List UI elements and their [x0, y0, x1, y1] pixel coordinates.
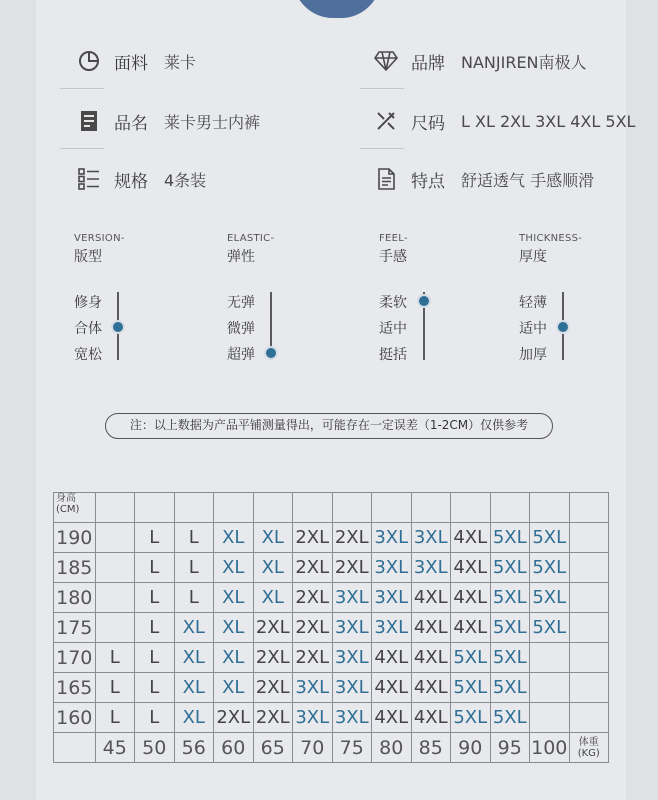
scale-level-label: 微弹	[227, 321, 255, 337]
size-cell: 3XL	[293, 703, 333, 733]
size-cell: 4XL	[411, 673, 451, 703]
size-cell: XL	[214, 583, 254, 613]
spec-size-label: 尺码	[411, 113, 445, 134]
size-cell: XL	[174, 703, 214, 733]
table-cell	[54, 733, 96, 763]
scale-version	[74, 233, 125, 266]
scale-level-label: 挺括	[379, 347, 407, 363]
size-cell: 3XL	[372, 583, 412, 613]
document-icon	[76, 108, 102, 134]
scale-cn: 手感	[379, 249, 407, 265]
scale-thickness	[519, 233, 582, 266]
weight-cell: 85	[411, 733, 451, 763]
size-cell: 4XL	[411, 643, 451, 673]
spec-name	[76, 108, 260, 134]
divider	[60, 148, 104, 149]
size-cell: 3XL	[332, 673, 372, 703]
table-cell	[135, 493, 175, 523]
table-cell	[451, 493, 491, 523]
table-row	[54, 613, 609, 643]
scale-level-label: 合体	[74, 321, 102, 337]
size-cell: XL	[214, 553, 254, 583]
size-cell: 2XL	[332, 553, 372, 583]
size-chart-table	[53, 492, 609, 763]
size-cell: 4XL	[411, 583, 451, 613]
spec-feature-label: 特点	[411, 171, 445, 192]
scale-elastic	[227, 233, 274, 266]
height-cell: 185	[54, 553, 96, 583]
spec-brand	[373, 48, 587, 74]
spec-spec-label: 规格	[114, 171, 148, 192]
weight-header-unit: (KG)	[577, 747, 600, 759]
size-cell: 3XL	[332, 703, 372, 733]
size-cell: 2XL	[253, 643, 293, 673]
table-cell	[95, 493, 135, 523]
scale-level-label: 加厚	[519, 347, 547, 363]
size-cell: L	[135, 643, 175, 673]
size-cell	[95, 613, 135, 643]
table-cell	[293, 493, 333, 523]
table-row	[54, 583, 609, 613]
size-cell	[95, 583, 135, 613]
size-cell: L	[135, 673, 175, 703]
table-row	[54, 643, 609, 673]
size-cell	[530, 673, 570, 703]
size-cell: 5XL	[490, 523, 530, 553]
divider	[60, 88, 104, 89]
scale-level-label: 超弹	[227, 347, 255, 363]
size-cell: 4XL	[451, 613, 491, 643]
size-cell: 4XL	[411, 703, 451, 733]
table-cell	[174, 493, 214, 523]
size-cell: 5XL	[451, 673, 491, 703]
size-cell	[569, 583, 609, 613]
size-cell	[569, 613, 609, 643]
table-row	[54, 673, 609, 703]
scale-cn: 版型	[74, 249, 102, 265]
size-cell: XL	[214, 613, 254, 643]
size-cell: L	[174, 553, 214, 583]
size-cell: 5XL	[490, 673, 530, 703]
size-cell: 2XL	[293, 523, 333, 553]
weight-header-label: 体重	[578, 736, 599, 748]
size-cell	[95, 553, 135, 583]
weight-cell: 100	[530, 733, 570, 763]
scale-cn: 厚度	[519, 249, 547, 265]
spec-spec-value: 4条装	[164, 170, 207, 190]
height-cell: 165	[54, 673, 96, 703]
size-cell: 5XL	[530, 523, 570, 553]
size-cell: 5XL	[490, 703, 530, 733]
size-cell: 2XL	[253, 703, 293, 733]
table-cell	[411, 493, 451, 523]
table-cell	[530, 493, 570, 523]
size-cell: L	[135, 703, 175, 733]
size-cell: 5XL	[530, 583, 570, 613]
size-cell: 5XL	[530, 613, 570, 643]
size-cell: XL	[214, 643, 254, 673]
size-cell: XL	[214, 673, 254, 703]
size-cell	[569, 703, 609, 733]
size-cell: 5XL	[490, 643, 530, 673]
size-cell: L	[135, 613, 175, 643]
size-cell: 3XL	[372, 613, 412, 643]
size-cell: L	[135, 553, 175, 583]
table-header-row	[54, 493, 609, 523]
weight-cell: 95	[490, 733, 530, 763]
size-cell: 3XL	[293, 673, 333, 703]
size-cell: 5XL	[451, 703, 491, 733]
scale-level-label: 适中	[519, 321, 547, 337]
size-cell: 4XL	[451, 523, 491, 553]
spec-fabric-value: 莱卡	[164, 52, 197, 72]
size-cell: XL	[174, 613, 214, 643]
size-cell: L	[135, 523, 175, 553]
size-cell: L	[95, 673, 135, 703]
weight-row	[54, 733, 609, 763]
table-row	[54, 703, 609, 733]
scale-level-label: 柔软	[379, 295, 407, 311]
table-cell	[332, 493, 372, 523]
size-cell: 5XL	[490, 613, 530, 643]
spec-fabric-label: 面料	[114, 53, 148, 74]
size-cell: L	[174, 523, 214, 553]
spec-name-value: 莱卡男士内裤	[164, 112, 261, 132]
scale-level-label: 宽松	[74, 347, 102, 363]
size-cell: XL	[253, 523, 293, 553]
table-row	[54, 523, 609, 553]
size-cell	[95, 523, 135, 553]
scale-feel	[379, 233, 408, 266]
size-cell: 2XL	[253, 673, 293, 703]
size-cell	[569, 553, 609, 583]
size-cell	[569, 523, 609, 553]
size-cell: 2XL	[214, 703, 254, 733]
scale-level-label: 修身	[74, 295, 102, 311]
size-cell: 3XL	[372, 523, 412, 553]
size-cell: L	[95, 703, 135, 733]
spec-size	[373, 108, 635, 134]
file-text-icon	[373, 166, 399, 192]
size-cell	[569, 643, 609, 673]
height-cell: 170	[54, 643, 96, 673]
size-cell: 4XL	[451, 553, 491, 583]
size-cell: 4XL	[451, 583, 491, 613]
size-cell: 5XL	[530, 553, 570, 583]
size-cell: 3XL	[372, 553, 412, 583]
spec-fabric	[76, 48, 196, 74]
measurement-note: 注：以上数据为产品平铺测量得出，可能存在一定误差（1-2CM）仅供参考	[105, 413, 553, 439]
weight-cell: 56	[174, 733, 214, 763]
scale-en: THICKNESS-	[519, 233, 583, 244]
table-cell	[253, 493, 293, 523]
scale-level-label: 轻薄	[519, 295, 547, 311]
table-cell	[214, 493, 254, 523]
size-cell: 4XL	[372, 703, 412, 733]
size-cell: 2XL	[293, 553, 333, 583]
size-cell: XL	[253, 583, 293, 613]
size-cell: XL	[174, 643, 214, 673]
size-cell: 3XL	[332, 583, 372, 613]
table-cell	[569, 493, 609, 523]
size-cell: L	[174, 583, 214, 613]
height-header-cell	[54, 493, 96, 523]
diamond-icon	[373, 48, 399, 74]
scale-cn: 弹性	[227, 249, 255, 265]
size-cell: L	[95, 643, 135, 673]
scale-en: VERSION-	[74, 233, 125, 244]
table-cell	[490, 493, 530, 523]
size-cell: 3XL	[332, 643, 372, 673]
size-cell: 2XL	[293, 613, 333, 643]
height-cell: 160	[54, 703, 96, 733]
divider	[360, 148, 404, 149]
weight-cell: 90	[451, 733, 491, 763]
scale-en: FEEL-	[379, 233, 408, 244]
size-cell: XL	[214, 523, 254, 553]
scale-indicator-dot	[264, 346, 278, 360]
size-cell: L	[135, 583, 175, 613]
spec-brand-value: NANJIREN南极人	[461, 52, 587, 72]
pie-chart-icon	[76, 48, 102, 74]
weight-cell: 45	[95, 733, 135, 763]
size-cell	[569, 673, 609, 703]
size-cell: 4XL	[372, 643, 412, 673]
height-cell: 175	[54, 613, 96, 643]
height-cell: 190	[54, 523, 96, 553]
weight-cell: 50	[135, 733, 175, 763]
scale-indicator-dot	[556, 320, 570, 334]
size-cell: 4XL	[372, 673, 412, 703]
spec-name-label: 品名	[114, 113, 148, 134]
scale-indicator-dot	[417, 294, 431, 308]
size-cell: XL	[174, 673, 214, 703]
scale-indicator-dot	[111, 320, 125, 334]
size-cell: 4XL	[411, 613, 451, 643]
scale-level-label: 适中	[379, 321, 407, 337]
weight-cell: 75	[332, 733, 372, 763]
size-cell: 3XL	[411, 523, 451, 553]
size-cell: 2XL	[293, 643, 333, 673]
table-cell	[372, 493, 412, 523]
spec-size-value: L XL 2XL 3XL 4XL 5XL	[461, 111, 636, 131]
spec-feature-value: 舒适透气 手感顺滑	[461, 170, 595, 190]
size-cell: 5XL	[490, 583, 530, 613]
weight-cell: 65	[253, 733, 293, 763]
checklist-icon	[76, 166, 102, 192]
spec-brand-label: 品牌	[411, 53, 445, 74]
height-cell: 180	[54, 583, 96, 613]
size-cell: 3XL	[332, 613, 372, 643]
weight-header-cell	[569, 733, 609, 763]
weight-cell: 80	[372, 733, 412, 763]
size-cell	[530, 703, 570, 733]
height-header-label: 身高	[56, 493, 76, 504]
size-cell: 3XL	[411, 553, 451, 583]
height-header-unit: (CM)	[56, 504, 80, 515]
weight-cell: 60	[214, 733, 254, 763]
spec-feature	[373, 166, 594, 192]
scale-level-label: 无弹	[227, 295, 255, 311]
size-cell	[530, 643, 570, 673]
spec-spec	[76, 166, 206, 192]
size-cell: XL	[253, 553, 293, 583]
scale-en: ELASTIC-	[227, 233, 275, 244]
ruler-pencil-icon	[373, 108, 399, 134]
weight-cell: 70	[293, 733, 333, 763]
size-cell: 5XL	[451, 643, 491, 673]
size-cell: 2XL	[253, 613, 293, 643]
size-cell: 2XL	[293, 583, 333, 613]
size-cell: 2XL	[332, 523, 372, 553]
size-cell: 5XL	[490, 553, 530, 583]
divider	[360, 88, 404, 89]
table-row	[54, 553, 609, 583]
